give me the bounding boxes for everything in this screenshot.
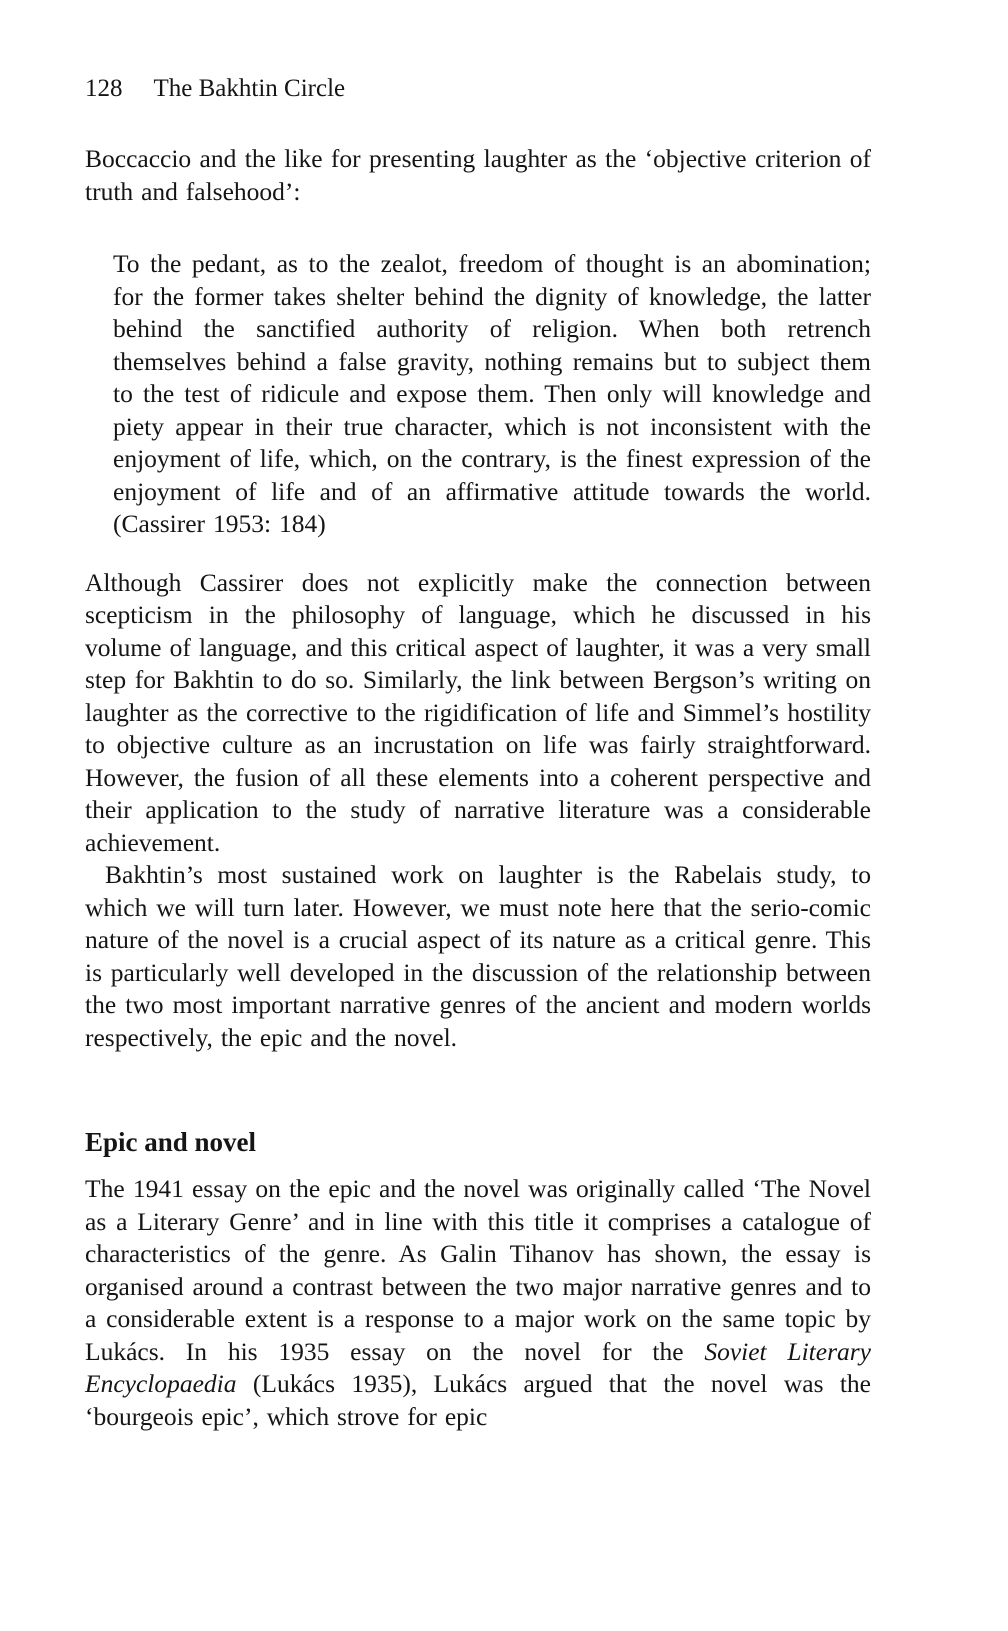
paragraph-cassirer-connection: Although Cassirer does not explicitly make the connection between scepticism in the philosophy of language, which he discussed in his volume of language, and this critical aspect of laughter, it was a very small step for Bakhtin to do so. Similarly, the link between Bergson’s writing on laughter as the corrective to the rigidification of life and Simmel’s hostility to objective culture as an incrustation on life was fairly straightforward. However, the fusion of all these elements into a coherent perspective and their application to the study of narrative literature was a considerable achievement.	[85, 567, 871, 857]
paragraph-intro: Boccaccio and the like for presenting laughter as the ‘objective criterion of truth and falsehood’:	[85, 144, 871, 206]
paragraph-bakhtin-laughter: Bakhtin’s most sustained work on laughter is the Rabelais study, to which we will turn later. However, we must note here that the serio-comic nature of the novel is a crucial aspect of its nature as a critical genre. This is particularly well developed in the discussion of the relationship between the two most important narrative genres of the ancient and modern worlds respectively, the epic and the novel.	[85, 860, 871, 1052]
paragraph-epic-essay-part1: The 1941 essay on the epic and the novel was originally called ‘The Novel as a Literary Genre’ and in line with this title it comprises a catalogue of characteristics of the genre. As Galin Tihanov has shown, the essay is organised around a contrast between the two major narrative genres and to a considerable extent is a response to a major work on the same topic by Lukács. In his 1935 essay on the novel for the	[85, 1174, 871, 1366]
blockquote-cassirer: To the pedant, as to the zealot, freedom of thought is an abomination; for the former takes shelter behind the dignity of knowledge, the latter behind the sanctified authority of religion. When both retrench themselves behind a false gravity, nothing remains but to subject them to the test of ridicule and expose them. Then only will knowledge and piety appear in their true character, which is not inconsistent with the enjoyment of life, which, on the contrary, is the finest expression of the enjoyment of life and of an affirmative attitude towards the world. (Cassirer 1953: 184)	[113, 249, 871, 538]
paragraph-epic-essay-part2: (Lukács 1935), Lukács argued that the novel was the ‘bourgeois epic’, which strove for epic	[85, 1369, 871, 1431]
running-title: The Bakhtin Circle	[153, 75, 346, 102]
page-number: 128	[85, 75, 123, 102]
book-title-italic: Soviet Literary Encyclopaedia	[85, 1336, 871, 1398]
section-heading-epic-and-novel: Epic and novel	[85, 1127, 257, 1157]
text-column	[85, 72, 871, 1433]
paragraph-epic-essay	[85, 1173, 871, 1433]
running-head	[85, 72, 871, 105]
